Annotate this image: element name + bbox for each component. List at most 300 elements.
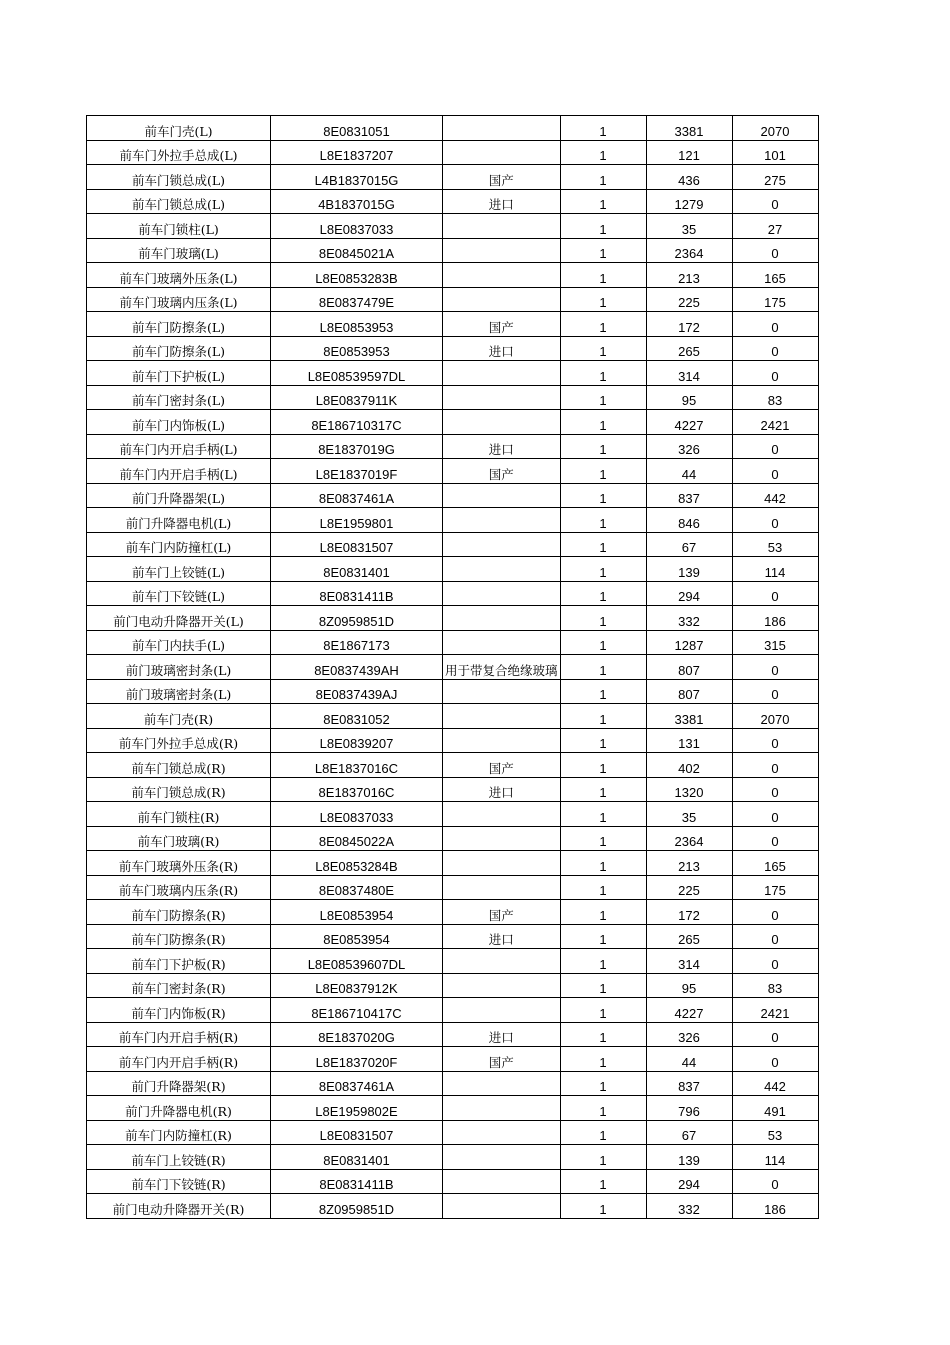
table-row xyxy=(87,1022,819,1047)
part-name-cell: 前车门玻璃内压条(R) xyxy=(87,875,271,900)
note-cell xyxy=(443,679,561,704)
price-alt-cell: 0 xyxy=(732,655,818,680)
part-number-cell: L8E08539607DL xyxy=(271,949,443,974)
quantity-cell: 1 xyxy=(560,116,646,141)
price-alt-cell: 0 xyxy=(732,826,818,851)
part-name-cell: 前车门内开启手柄(R) xyxy=(87,1047,271,1072)
note-cell xyxy=(443,973,561,998)
price-alt-cell: 2070 xyxy=(732,704,818,729)
note-cell: 进口 xyxy=(443,777,561,802)
quantity-cell: 1 xyxy=(560,728,646,753)
price-alt-cell: 101 xyxy=(732,140,818,165)
quantity-cell: 1 xyxy=(560,875,646,900)
part-number-cell: L4B1837015G xyxy=(271,165,443,190)
price-cell: 35 xyxy=(646,214,732,239)
price-alt-cell: 0 xyxy=(732,459,818,484)
table-row xyxy=(87,263,819,288)
quantity-cell: 1 xyxy=(560,1096,646,1121)
part-number-cell: L8E1837020F xyxy=(271,1047,443,1072)
price-cell: 35 xyxy=(646,802,732,827)
quantity-cell: 1 xyxy=(560,802,646,827)
part-name-cell: 前车门锁总成(L) xyxy=(87,165,271,190)
quantity-cell: 1 xyxy=(560,361,646,386)
price-alt-cell: 0 xyxy=(732,679,818,704)
table-row xyxy=(87,802,819,827)
table-row xyxy=(87,998,819,1023)
table-row xyxy=(87,116,819,141)
price-alt-cell: 2421 xyxy=(732,410,818,435)
part-name-cell: 前门升降器电机(R) xyxy=(87,1096,271,1121)
part-name-cell: 前车门壳(R) xyxy=(87,704,271,729)
part-number-cell: 8E0831401 xyxy=(271,557,443,582)
quantity-cell: 1 xyxy=(560,655,646,680)
part-name-cell: 前车门防擦条(L) xyxy=(87,336,271,361)
quantity-cell: 1 xyxy=(560,140,646,165)
part-number-cell: 8E0853953 xyxy=(271,336,443,361)
note-cell xyxy=(443,214,561,239)
quantity-cell: 1 xyxy=(560,949,646,974)
price-cell: 402 xyxy=(646,753,732,778)
price-cell: 294 xyxy=(646,1169,732,1194)
part-name-cell: 前车门玻璃(L) xyxy=(87,238,271,263)
part-number-cell: 8E1837016C xyxy=(271,777,443,802)
table-row xyxy=(87,140,819,165)
table-row xyxy=(87,361,819,386)
table-row xyxy=(87,728,819,753)
price-alt-cell: 165 xyxy=(732,263,818,288)
price-cell: 326 xyxy=(646,434,732,459)
table-row xyxy=(87,875,819,900)
part-number-cell: 8E1837020G xyxy=(271,1022,443,1047)
part-number-cell: 8Z0959851D xyxy=(271,606,443,631)
quantity-cell: 1 xyxy=(560,165,646,190)
part-number-cell: L8E1837019F xyxy=(271,459,443,484)
note-cell xyxy=(443,1096,561,1121)
table-row xyxy=(87,753,819,778)
note-cell xyxy=(443,826,561,851)
price-alt-cell: 186 xyxy=(732,1194,818,1219)
price-cell: 67 xyxy=(646,532,732,557)
price-alt-cell: 0 xyxy=(732,777,818,802)
quantity-cell: 1 xyxy=(560,336,646,361)
note-cell xyxy=(443,1120,561,1145)
quantity-cell: 1 xyxy=(560,1047,646,1072)
note-cell xyxy=(443,581,561,606)
table-row xyxy=(87,238,819,263)
quantity-cell: 1 xyxy=(560,189,646,214)
table-row xyxy=(87,777,819,802)
price-cell: 172 xyxy=(646,312,732,337)
part-number-cell: 8E186710417C xyxy=(271,998,443,1023)
price-alt-cell: 0 xyxy=(732,802,818,827)
table-row xyxy=(87,630,819,655)
note-cell xyxy=(443,1169,561,1194)
part-name-cell: 前车门内饰板(R) xyxy=(87,998,271,1023)
price-alt-cell: 53 xyxy=(732,532,818,557)
note-cell xyxy=(443,287,561,312)
part-name-cell: 前门升降器架(R) xyxy=(87,1071,271,1096)
part-name-cell: 前门升降器架(L) xyxy=(87,483,271,508)
price-cell: 2364 xyxy=(646,826,732,851)
part-number-cell: 8E0837439AH xyxy=(271,655,443,680)
price-cell: 44 xyxy=(646,1047,732,1072)
part-name-cell: 前车门防擦条(R) xyxy=(87,900,271,925)
note-cell xyxy=(443,998,561,1023)
part-name-cell: 前门玻璃密封条(L) xyxy=(87,679,271,704)
table-row xyxy=(87,606,819,631)
note-cell xyxy=(443,802,561,827)
price-cell: 95 xyxy=(646,385,732,410)
part-number-cell: 8E0831411B xyxy=(271,1169,443,1194)
part-number-cell: 8E0837439AJ xyxy=(271,679,443,704)
price-alt-cell: 175 xyxy=(732,287,818,312)
part-name-cell: 前车门上铰链(L) xyxy=(87,557,271,582)
table-row xyxy=(87,900,819,925)
table-row xyxy=(87,924,819,949)
quantity-cell: 1 xyxy=(560,532,646,557)
part-name-cell: 前车门下护板(R) xyxy=(87,949,271,974)
note-cell xyxy=(443,410,561,435)
quantity-cell: 1 xyxy=(560,459,646,484)
part-name-cell: 前车门密封条(R) xyxy=(87,973,271,998)
note-cell xyxy=(443,949,561,974)
quantity-cell: 1 xyxy=(560,973,646,998)
part-name-cell: 前车门下铰链(R) xyxy=(87,1169,271,1194)
part-number-cell: 4B1837015G xyxy=(271,189,443,214)
price-alt-cell: 0 xyxy=(732,434,818,459)
note-cell xyxy=(443,140,561,165)
price-alt-cell: 0 xyxy=(732,361,818,386)
quantity-cell: 1 xyxy=(560,826,646,851)
part-number-cell: L8E1837016C xyxy=(271,753,443,778)
table-row xyxy=(87,581,819,606)
note-cell: 国产 xyxy=(443,312,561,337)
price-cell: 294 xyxy=(646,581,732,606)
note-cell xyxy=(443,263,561,288)
part-name-cell: 前门升降器电机(L) xyxy=(87,508,271,533)
note-cell xyxy=(443,606,561,631)
part-number-cell: L8E0853954 xyxy=(271,900,443,925)
note-cell xyxy=(443,704,561,729)
price-alt-cell: 27 xyxy=(732,214,818,239)
price-cell: 213 xyxy=(646,851,732,876)
part-name-cell: 前门电动升降器开关(L) xyxy=(87,606,271,631)
part-name-cell: 前车门玻璃外压条(R) xyxy=(87,851,271,876)
price-alt-cell: 83 xyxy=(732,385,818,410)
part-name-cell: 前车门锁柱(R) xyxy=(87,802,271,827)
part-number-cell: L8E08539597DL xyxy=(271,361,443,386)
quantity-cell: 1 xyxy=(560,606,646,631)
table-row xyxy=(87,459,819,484)
price-alt-cell: 0 xyxy=(732,581,818,606)
note-cell xyxy=(443,238,561,263)
price-cell: 67 xyxy=(646,1120,732,1145)
note-cell xyxy=(443,630,561,655)
part-name-cell: 前车门防擦条(L) xyxy=(87,312,271,337)
part-name-cell: 前车门上铰链(R) xyxy=(87,1145,271,1170)
quantity-cell: 1 xyxy=(560,263,646,288)
price-alt-cell: 0 xyxy=(732,238,818,263)
quantity-cell: 1 xyxy=(560,1169,646,1194)
parts-price-table xyxy=(86,115,819,1219)
price-cell: 139 xyxy=(646,557,732,582)
quantity-cell: 1 xyxy=(560,1194,646,1219)
table-row xyxy=(87,851,819,876)
table-row xyxy=(87,826,819,851)
part-name-cell: 前车门内饰板(L) xyxy=(87,410,271,435)
part-name-cell: 前车门锁总成(R) xyxy=(87,753,271,778)
price-cell: 436 xyxy=(646,165,732,190)
note-cell: 进口 xyxy=(443,434,561,459)
part-number-cell: 8E0845022A xyxy=(271,826,443,851)
price-cell: 225 xyxy=(646,287,732,312)
price-alt-cell: 0 xyxy=(732,900,818,925)
note-cell: 进口 xyxy=(443,1022,561,1047)
quantity-cell: 1 xyxy=(560,312,646,337)
price-alt-cell: 186 xyxy=(732,606,818,631)
part-number-cell: 8E0837461A xyxy=(271,1071,443,1096)
part-number-cell: L8E0853284B xyxy=(271,851,443,876)
note-cell xyxy=(443,557,561,582)
part-name-cell: 前车门外拉手总成(L) xyxy=(87,140,271,165)
table-row xyxy=(87,1194,819,1219)
part-number-cell: 8E1837019G xyxy=(271,434,443,459)
table-row xyxy=(87,532,819,557)
part-name-cell: 前车门锁总成(L) xyxy=(87,189,271,214)
quantity-cell: 1 xyxy=(560,508,646,533)
price-cell: 172 xyxy=(646,900,732,925)
table-row xyxy=(87,949,819,974)
table-row xyxy=(87,336,819,361)
price-alt-cell: 0 xyxy=(732,1022,818,1047)
note-cell xyxy=(443,875,561,900)
price-cell: 332 xyxy=(646,1194,732,1219)
part-name-cell: 前车门玻璃内压条(L) xyxy=(87,287,271,312)
part-name-cell: 前车门内防撞杠(R) xyxy=(87,1120,271,1145)
part-number-cell: L8E0831507 xyxy=(271,1120,443,1145)
price-cell: 2364 xyxy=(646,238,732,263)
quantity-cell: 1 xyxy=(560,385,646,410)
part-number-cell: 8E0845021A xyxy=(271,238,443,263)
price-alt-cell: 53 xyxy=(732,1120,818,1145)
quantity-cell: 1 xyxy=(560,238,646,263)
quantity-cell: 1 xyxy=(560,1071,646,1096)
price-alt-cell: 114 xyxy=(732,557,818,582)
price-cell: 95 xyxy=(646,973,732,998)
part-number-cell: 8E0837461A xyxy=(271,483,443,508)
quantity-cell: 1 xyxy=(560,630,646,655)
price-cell: 4227 xyxy=(646,998,732,1023)
price-alt-cell: 442 xyxy=(732,483,818,508)
quantity-cell: 1 xyxy=(560,1120,646,1145)
part-name-cell: 前车门密封条(L) xyxy=(87,385,271,410)
price-cell: 1287 xyxy=(646,630,732,655)
part-number-cell: L8E0853283B xyxy=(271,263,443,288)
quantity-cell: 1 xyxy=(560,483,646,508)
note-cell xyxy=(443,728,561,753)
quantity-cell: 1 xyxy=(560,410,646,435)
note-cell: 进口 xyxy=(443,336,561,361)
part-number-cell: 8E186710317C xyxy=(271,410,443,435)
table-row xyxy=(87,434,819,459)
parts-table-body xyxy=(87,116,819,1219)
price-alt-cell: 275 xyxy=(732,165,818,190)
part-name-cell: 前门电动升降器开关(R) xyxy=(87,1194,271,1219)
part-number-cell: 8E1867173 xyxy=(271,630,443,655)
price-cell: 131 xyxy=(646,728,732,753)
price-cell: 837 xyxy=(646,1071,732,1096)
price-cell: 265 xyxy=(646,336,732,361)
note-cell xyxy=(443,851,561,876)
table-row xyxy=(87,189,819,214)
part-number-cell: 8E0837479E xyxy=(271,287,443,312)
quantity-cell: 1 xyxy=(560,1022,646,1047)
note-cell xyxy=(443,532,561,557)
price-cell: 3381 xyxy=(646,704,732,729)
price-alt-cell: 114 xyxy=(732,1145,818,1170)
part-number-cell: 8E0831401 xyxy=(271,1145,443,1170)
price-alt-cell: 165 xyxy=(732,851,818,876)
part-number-cell: L8E0837912K xyxy=(271,973,443,998)
price-cell: 1320 xyxy=(646,777,732,802)
part-number-cell: L8E1959802E xyxy=(271,1096,443,1121)
note-cell xyxy=(443,1145,561,1170)
price-alt-cell: 175 xyxy=(732,875,818,900)
part-name-cell: 前车门下铰链(L) xyxy=(87,581,271,606)
part-number-cell: L8E0853953 xyxy=(271,312,443,337)
part-name-cell: 前车门玻璃(R) xyxy=(87,826,271,851)
price-cell: 4227 xyxy=(646,410,732,435)
price-alt-cell: 0 xyxy=(732,949,818,974)
part-number-cell: L8E0831507 xyxy=(271,532,443,557)
note-cell xyxy=(443,508,561,533)
part-name-cell: 前车门锁总成(R) xyxy=(87,777,271,802)
price-alt-cell: 315 xyxy=(732,630,818,655)
part-name-cell: 前车门防擦条(R) xyxy=(87,924,271,949)
table-row xyxy=(87,704,819,729)
price-alt-cell: 0 xyxy=(732,189,818,214)
table-row xyxy=(87,1145,819,1170)
table-row xyxy=(87,557,819,582)
price-alt-cell: 0 xyxy=(732,1047,818,1072)
note-cell xyxy=(443,1194,561,1219)
price-cell: 326 xyxy=(646,1022,732,1047)
note-cell xyxy=(443,483,561,508)
price-alt-cell: 442 xyxy=(732,1071,818,1096)
table-row xyxy=(87,1047,819,1072)
part-name-cell: 前车门锁柱(L) xyxy=(87,214,271,239)
part-number-cell: 8E0837480E xyxy=(271,875,443,900)
price-cell: 807 xyxy=(646,655,732,680)
quantity-cell: 1 xyxy=(560,998,646,1023)
note-cell xyxy=(443,361,561,386)
part-number-cell: L8E0837033 xyxy=(271,214,443,239)
price-cell: 225 xyxy=(646,875,732,900)
quantity-cell: 1 xyxy=(560,704,646,729)
price-cell: 213 xyxy=(646,263,732,288)
note-cell: 国产 xyxy=(443,900,561,925)
table-row xyxy=(87,508,819,533)
price-cell: 837 xyxy=(646,483,732,508)
part-number-cell: L8E0837911K xyxy=(271,385,443,410)
price-cell: 332 xyxy=(646,606,732,631)
price-cell: 314 xyxy=(646,361,732,386)
price-cell: 121 xyxy=(646,140,732,165)
quantity-cell: 1 xyxy=(560,924,646,949)
note-cell: 国产 xyxy=(443,459,561,484)
price-cell: 3381 xyxy=(646,116,732,141)
part-number-cell: 8Z0959851D xyxy=(271,1194,443,1219)
note-cell xyxy=(443,116,561,141)
price-cell: 139 xyxy=(646,1145,732,1170)
quantity-cell: 1 xyxy=(560,287,646,312)
part-name-cell: 前车门玻璃外压条(L) xyxy=(87,263,271,288)
part-number-cell: L8E1837207 xyxy=(271,140,443,165)
quantity-cell: 1 xyxy=(560,557,646,582)
note-cell: 国产 xyxy=(443,1047,561,1072)
part-name-cell: 前车门内扶手(L) xyxy=(87,630,271,655)
part-number-cell: L8E1959801 xyxy=(271,508,443,533)
quantity-cell: 1 xyxy=(560,753,646,778)
part-number-cell: L8E0839207 xyxy=(271,728,443,753)
price-alt-cell: 0 xyxy=(732,753,818,778)
price-cell: 796 xyxy=(646,1096,732,1121)
table-row xyxy=(87,679,819,704)
price-cell: 846 xyxy=(646,508,732,533)
quantity-cell: 1 xyxy=(560,434,646,459)
part-name-cell: 前车门外拉手总成(R) xyxy=(87,728,271,753)
table-row xyxy=(87,312,819,337)
table-row xyxy=(87,165,819,190)
price-alt-cell: 491 xyxy=(732,1096,818,1121)
note-cell: 进口 xyxy=(443,189,561,214)
part-number-cell: 8E0831411B xyxy=(271,581,443,606)
price-cell: 265 xyxy=(646,924,732,949)
quantity-cell: 1 xyxy=(560,777,646,802)
table-row xyxy=(87,1120,819,1145)
quantity-cell: 1 xyxy=(560,851,646,876)
quantity-cell: 1 xyxy=(560,581,646,606)
table-row xyxy=(87,1169,819,1194)
table-row xyxy=(87,287,819,312)
note-cell: 进口 xyxy=(443,924,561,949)
price-cell: 44 xyxy=(646,459,732,484)
part-name-cell: 前车门内开启手柄(L) xyxy=(87,459,271,484)
part-number-cell: 8E0831052 xyxy=(271,704,443,729)
table-row xyxy=(87,214,819,239)
part-number-cell: 8E0831051 xyxy=(271,116,443,141)
price-alt-cell: 2070 xyxy=(732,116,818,141)
part-name-cell: 前车门壳(L) xyxy=(87,116,271,141)
table-row xyxy=(87,385,819,410)
table-row xyxy=(87,1096,819,1121)
price-alt-cell: 0 xyxy=(732,1169,818,1194)
note-cell xyxy=(443,385,561,410)
quantity-cell: 1 xyxy=(560,214,646,239)
table-row xyxy=(87,655,819,680)
price-cell: 1279 xyxy=(646,189,732,214)
part-name-cell: 前门玻璃密封条(L) xyxy=(87,655,271,680)
table-row xyxy=(87,483,819,508)
table-row xyxy=(87,410,819,435)
part-name-cell: 前车门内开启手柄(L) xyxy=(87,434,271,459)
quantity-cell: 1 xyxy=(560,900,646,925)
price-alt-cell: 0 xyxy=(732,336,818,361)
quantity-cell: 1 xyxy=(560,1145,646,1170)
part-name-cell: 前车门内开启手柄(R) xyxy=(87,1022,271,1047)
price-alt-cell: 2421 xyxy=(732,998,818,1023)
table-row xyxy=(87,973,819,998)
